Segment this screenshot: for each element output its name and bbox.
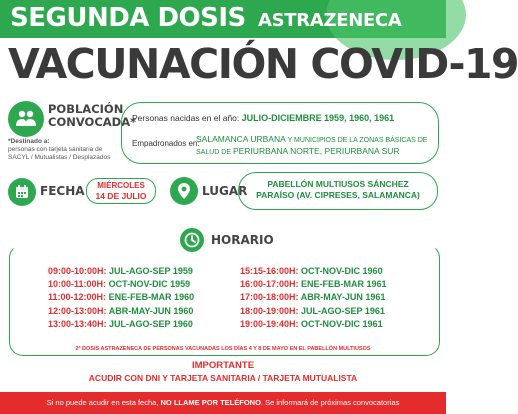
schedule-label: HORARIO <box>211 233 274 247</box>
date-value: 14 DE JULIO <box>95 191 147 201</box>
registered-areas <box>196 134 432 158</box>
registered-label: Empadronados en: <box>132 139 200 148</box>
banner-brand: ASTRAZENECA <box>258 10 402 31</box>
birth-year-label: Personas nacidas en el año: <box>132 113 240 123</box>
top-banner <box>0 0 446 38</box>
footer-text-b: NO LLAME POR TELÉFONO <box>160 398 261 407</box>
schedule-row: 18:00-19:00H: JUL-AGO-SEP 1961 <box>240 305 385 316</box>
second-dose-note: 2ª DOSIS ASTRAZENECA DE PERSONAS VACUNADAS LOS DÍAS 4 Y 8 DE MAYO EN EL PABELLÓN MULTIUSOS <box>75 346 371 352</box>
footer-text-a: Si no puede acudir en esta fecha, <box>46 398 161 407</box>
date-label: FECHA <box>40 184 85 198</box>
place-line-1: PABELLÓN MULTIUSOS SÁNCHEZ <box>267 179 409 189</box>
population-note-label: *Destinado a: <box>8 138 50 145</box>
registered-area-connector: Y MUNICIPIOS DE LA ZONAS BÁSICAS DE SALUD DE <box>196 137 428 156</box>
place-label: LUGAR <box>202 184 248 198</box>
population-note-text: personas con tarjeta sanitaria de SACYL / Mutualistas / Desplazados <box>8 146 111 161</box>
population-note <box>8 138 118 162</box>
footer-notice <box>0 392 446 414</box>
place-line-2: PARAÍSO (AV. CIPRESES, SALAMANCA) <box>256 190 420 200</box>
registered-area-urban: SALAMANCA URBANA <box>196 134 286 144</box>
people-icon <box>8 101 44 137</box>
registered-area-periurban: PERIURBANA NORTE, PERIURBANA SUR <box>232 146 400 156</box>
main-title: VACUNACIÓN COVID-19 <box>8 40 518 88</box>
calendar-icon <box>8 178 36 206</box>
population-title: POBLACIÓN CONVOCADA* <box>48 102 137 129</box>
schedule-column-afternoon <box>240 265 387 331</box>
date-day: MIÉRCOLES <box>97 181 145 190</box>
schedule-column-morning <box>48 265 194 331</box>
schedule-row: 15:15-16:00H: OCT-NOV-DIC 1960 <box>240 266 383 276</box>
schedule-row: 16:00-17:00H: ENE-FEB-MAR 1961 <box>240 279 387 290</box>
schedule-row: 11:00-12:00H: ENE-FEB-MAR 1960 <box>48 292 195 303</box>
place-box <box>238 172 438 210</box>
schedule-row: 19:00-19:40H: OCT-NOV-DIC 1961 <box>240 318 383 329</box>
birth-months: JULIO-DICIEMBRE <box>241 113 322 123</box>
banner-title: SEGUNDA DOSIS <box>10 3 246 33</box>
schedule-row: 17:00-18:00H: ABR-MAY-JUN 1961 <box>240 292 386 303</box>
location-pin-icon <box>170 177 198 205</box>
birth-years: 1959, 1960, 1961 <box>324 113 395 123</box>
schedule-row: 13:00-13:40H: JUL-AGO-SEP 1960 <box>48 318 193 329</box>
schedule-row: 09:00-10:00H: JUL-AGO-SEP 1959 <box>48 266 193 276</box>
date-box <box>86 178 156 204</box>
footer-text-c: . Se informará de próximas convocatorias <box>260 398 400 407</box>
schedule-row: 12:00-13:00H: ABR-MAY-JUN 1960 <box>48 305 194 316</box>
birth-year-row <box>132 113 394 123</box>
schedule-row: 10:00-11:00H: OCT-NOV-DIC 1959 <box>48 279 191 290</box>
important-title: IMPORTANTE <box>191 360 255 371</box>
important-requirement: ACUDIR CON DNI Y TARJETA SANITARIA / TARJETA MUTUALISTA <box>88 373 358 383</box>
